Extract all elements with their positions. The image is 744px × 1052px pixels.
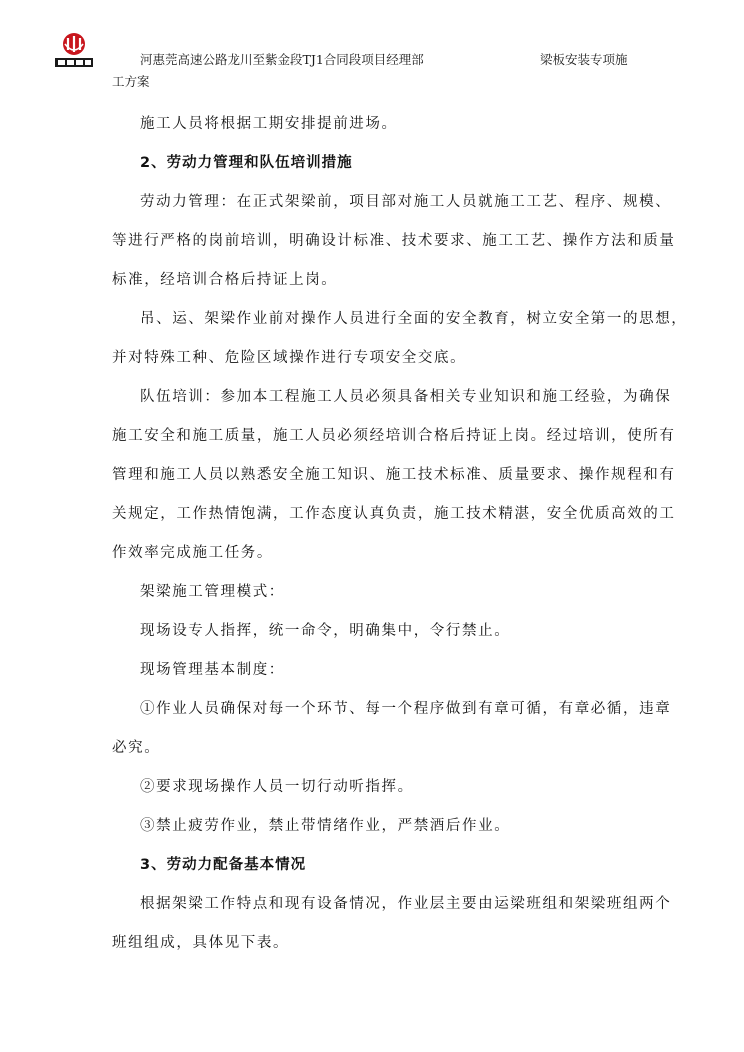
paragraph-line: 作效率完成施工任务。 bbox=[112, 545, 273, 561]
paragraph-line: 劳动力管理：在正式架梁前，项目部对施工人员就施工工艺、程序、规模、 bbox=[140, 194, 672, 210]
paragraph-line: 管理和施工人员以熟悉安全施工知识、施工技术标准、质量要求、操作规程和有 bbox=[112, 467, 676, 483]
paragraph-line: 关规定，工作热情饱满，工作态度认真负责，施工技术精湛，安全优质高效的工 bbox=[112, 506, 676, 522]
paragraph-line: 施工安全和施工质量，施工人员必须经培训合格后持证上岗。经过培训，使所有 bbox=[112, 428, 676, 444]
paragraph-line: 架梁施工管理模式： bbox=[140, 584, 285, 600]
company-logo-icon bbox=[52, 30, 96, 70]
header-document-title: 梁板安装专项施 bbox=[540, 52, 628, 67]
paragraph-line: 现场管理基本制度： bbox=[140, 662, 285, 678]
paragraph-line: 根据架梁工作特点和现有设备情况，作业层主要由运梁班组和架梁班组两个 bbox=[140, 896, 672, 912]
paragraph-line: 施工人员将根据工期安排提前进场。 bbox=[140, 116, 398, 132]
paragraph-line: 标准，经培训合格后持证上岗。 bbox=[112, 272, 338, 288]
section-heading-2: 2、劳动力管理和队伍培训措施 bbox=[140, 155, 353, 171]
paragraph-line: 班组组成，具体见下表。 bbox=[112, 935, 290, 951]
paragraph-line: ②要求现场操作人员一切行动听指挥。 bbox=[140, 779, 414, 795]
paragraph-line: 吊、运、架梁作业前对操作人员进行全面的安全教育，树立安全第一的思想， bbox=[140, 311, 688, 327]
paragraph-line: 等进行严格的岗前培训，明确设计标准、技术要求、施工工艺、操作方法和质量 bbox=[112, 233, 676, 249]
header-project-title: 河惠莞高速公路龙川至紫金段TJ1合同段项目经理部 bbox=[140, 52, 424, 67]
paragraph-line: 必究。 bbox=[112, 740, 161, 756]
header-document-title-continued: 工方案 bbox=[112, 74, 150, 89]
paragraph-line: ③禁止疲劳作业，禁止带情绪作业，严禁酒后作业。 bbox=[140, 818, 511, 834]
paragraph-line: 队伍培训：参加本工程施工人员必须具备相关专业知识和施工经验，为确保 bbox=[140, 389, 672, 405]
paragraph-line: 现场设专人指挥，统一命令，明确集中，令行禁止。 bbox=[140, 623, 511, 639]
paragraph-line: 并对特殊工种、危险区域操作进行专项安全交底。 bbox=[112, 350, 467, 366]
paragraph-line: ①作业人员确保对每一个环节、每一个程序做到有章可循，有章必循，违章 bbox=[140, 701, 672, 717]
section-heading-3: 3、劳动力配备基本情况 bbox=[140, 857, 307, 873]
